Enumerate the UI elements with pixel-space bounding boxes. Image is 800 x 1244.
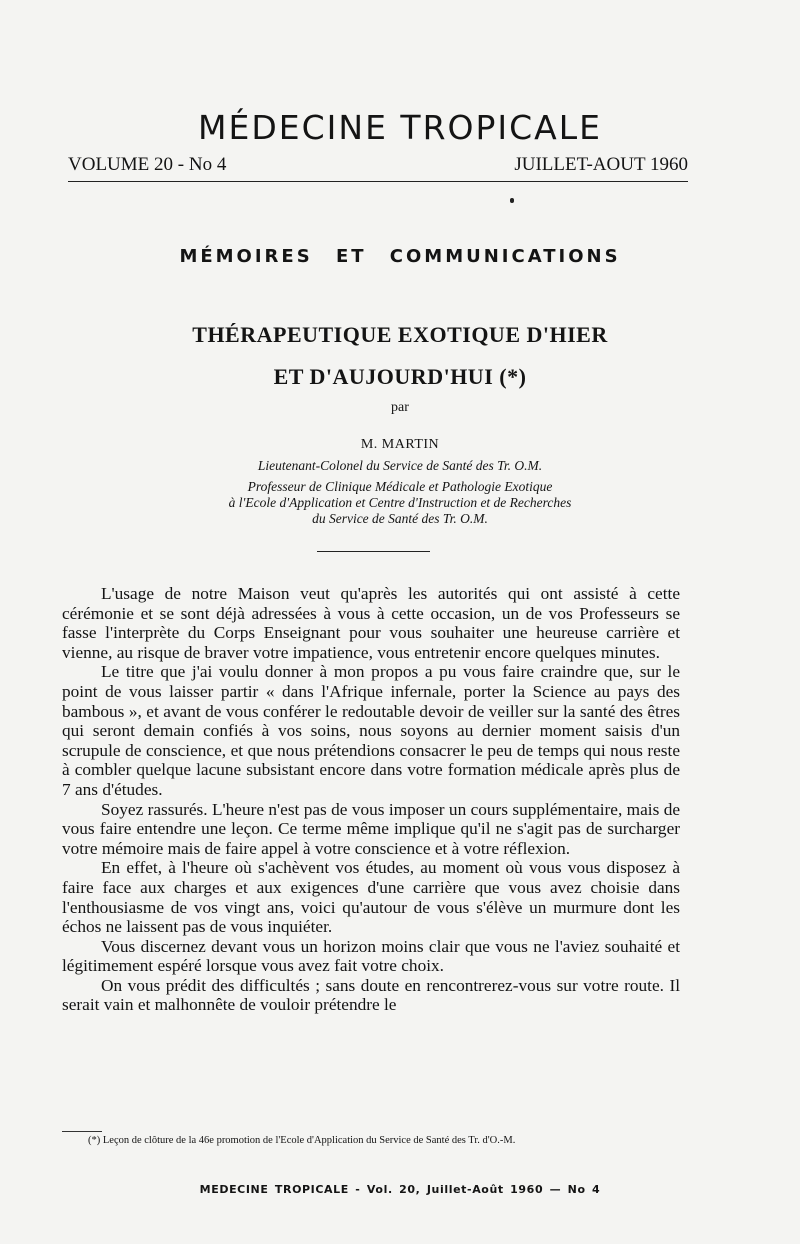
body-paragraph-4: En effet, à l'heure où s'achèvent vos études, au moment où vous vous disposez à faire face aux charges et aux exigences d'une carrière que vous avez choisie dans l'enthousiasme de vos vingt ans, voici qu'autour de vous s'élève un murmure dont les échos ne laissent pas de vous inquiéter. — [62, 858, 680, 937]
article-body — [62, 584, 680, 1015]
article-title-line-2: ET D'AUJOURD'HUI (*) — [273, 364, 527, 389]
issue-info — [68, 154, 688, 180]
footnote-rule — [62, 1131, 102, 1132]
journal-title: MÉDECINE TROPICALE — [198, 108, 602, 147]
body-paragraph-2: Le titre que j'ai voulu donner à mon propos a pu vous faire craindre que, sur le point de vous laisser partir « dans l'Afrique infernale, porter la Science au pays des bambous », et avant de vous conférer le redoutable devoir de veiller sur la santé des êtres qui seront demain confiés à vos soins, nous soyons au dernier moment saisis d'un scrupule de conscience, et que nous prétendions consacrer le peu de temps qui nous reste à combler quelque lacune subsistant encore dans votre formation médicale après plus de 7 ans d'études. — [62, 662, 680, 799]
byline-par: par — [391, 400, 409, 415]
issue-date: JUILLET-AOUT 1960 — [514, 154, 688, 175]
header-rule — [68, 181, 688, 182]
body-paragraph-3: Soyez rassurés. L'heure n'est pas de vous imposer un cours supplémentaire, mais de vous faire entendre une leçon. Ce terme même implique qu'il ne s'agit pas de surcharger votre mémoire mais de faire appel à votre conscience et à votre réflexion. — [62, 799, 680, 858]
body-paragraph-5: Vous discernez devant vous un horizon moins clair que vous ne l'aviez souhaité et légitimement espéré lorsque vous avez fait votre choix. — [62, 936, 680, 976]
article-title-line-1: THÉRAPEUTIQUE EXOTIQUE D'HIER — [192, 322, 608, 347]
running-footer: MEDECINE TROPICALE - Vol. 20, Juillet-Août 1960 — No 4 — [199, 1183, 601, 1196]
author-name: M. MARTIN — [360, 437, 440, 452]
title-separator — [317, 551, 430, 552]
body-paragraph-1: L'usage de notre Maison veut qu'après les autorités qui ont assisté à cette cérémonie et se sont déjà adressées à vous à cette occasion, un de vos Professeurs se fasse l'interprète du Corps Enseignant pour vous souhaiter une heureuse carrière et vienne, au risque de braver votre impatience, vous entretenir encore quelques minutes. — [62, 584, 680, 662]
section-heading: MÉMOIRES ET COMMUNICATIONS — [179, 246, 621, 267]
author-affiliation-4: du Service de Santé des Tr. O.M. — [312, 511, 488, 526]
footnote: (*) Leçon de clôture de la 46e promotion de l'Ecole d'Application du Service de Santé des Tr. d'O.-M. — [88, 1135, 516, 1146]
ink-mark — [510, 198, 514, 203]
author-affiliation-2: Professeur de Clinique Médicale et Pathologie Exotique — [247, 479, 553, 494]
body-paragraph-6: On vous prédit des difficultés ; sans doute en rencontrerez-vous sur votre route. Il serait vain et malhonnête de vouloir prétendre le — [62, 975, 680, 1015]
author-affiliation-1: Lieutenant-Colonel du Service de Santé des Tr. O.M. — [257, 458, 543, 473]
volume-number: VOLUME 20 - No 4 — [68, 154, 227, 175]
author-affiliation-3: à l'Ecole d'Application et Centre d'Instruction et de Recherches — [228, 495, 572, 510]
